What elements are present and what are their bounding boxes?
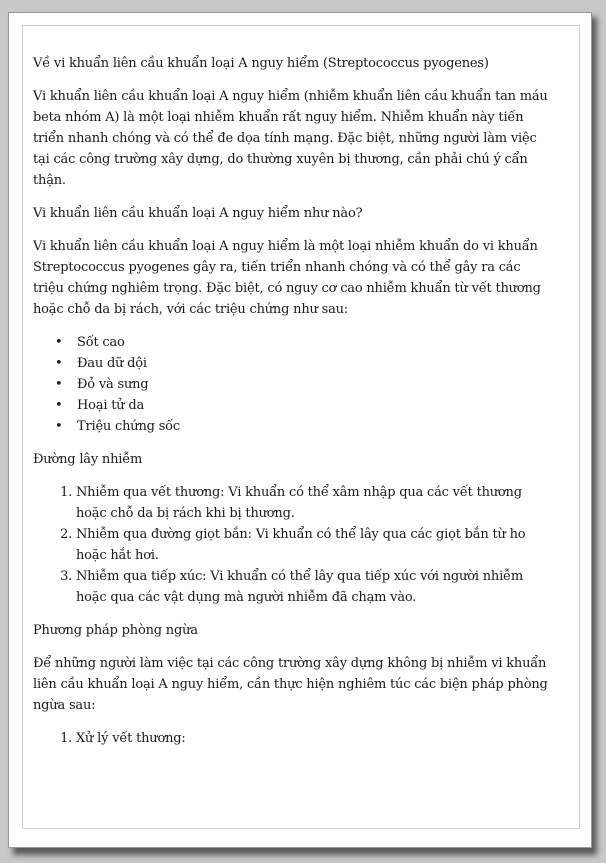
description-paragraph: Vi khuẩn liên cầu khuẩn loại A nguy hiểm là một loại nhiễm khuẩn do vi khuẩn Streptococcus pyogenes gây ra, tiến triển nhanh chóng và có thể gây ra các triệu chứng nghiêm trọng. Đặc biệt, có nguy cơ cao nhiễm khuẩn từ vết thương hoặc chỗ da bị rách, với các triệu chứng như sau: [33, 239, 541, 317]
prevention-intro-paragraph: Để những người làm việc tại các công trường xây dựng không bị nhiễm vi khuẩn liên cầu khuẩn loại A nguy hiểm, cần thực hiện nghiêm túc các biện pháp phòng ngừa sau: [33, 656, 548, 713]
list-item: 1. Xử lý vết thương: [76, 728, 553, 749]
list-item: 2. Nhiễm qua đường giọt bắn: Vi khuẩn có thể lây qua các giọt bắn từ ho hoặc hắt hơi. [76, 524, 553, 566]
list-item: • Đỏ và sưng [77, 374, 553, 395]
symptom-list [33, 332, 553, 437]
list-item: • Hoại tử da [77, 395, 553, 416]
section-heading-prevention: Phương pháp phòng ngừa [33, 623, 198, 638]
list-item: 1. Nhiễm qua vết thương: Vi khuẩn có thể xâm nhập qua các vết thương hoặc chỗ da bị rách khi bị thương. [76, 482, 553, 524]
intro-paragraph: Vi khuẩn liên cầu khuẩn loại A nguy hiểm (nhiễm khuẩn liên cầu khuẩn tan máu beta nhóm A) là một loại nhiễm khuẩn rất nguy hiểm. Nhiễm khuẩn này tiến triển nhanh chóng và có thể đe dọa tính mạng. Đặc biệt, những người làm việc tại các công trường xây dựng, do thường xuyên bị thương, cần phải chú ý cẩn thận. [33, 89, 548, 188]
list-item: • Đau dữ dội [77, 353, 553, 374]
document-content [33, 53, 553, 761]
section-heading-about: Về vi khuẩn liên cầu khuẩn loại A nguy hiểm (Streptococcus pyogenes) [33, 56, 489, 71]
list-item: 3. Nhiễm qua tiếp xúc: Vi khuẩn có thể lây qua tiếp xúc với người nhiễm hoặc qua các vật dụng mà người nhiễm đã chạm vào. [76, 566, 553, 608]
list-item: • Triệu chứng sốc [77, 416, 553, 437]
document-page [8, 12, 592, 848]
section-heading-what-is: Vi khuẩn liên cầu khuẩn loại A nguy hiểm như nào? [33, 206, 363, 221]
transmission-list [33, 482, 553, 608]
section-heading-transmission: Đường lây nhiễm [33, 452, 143, 467]
prevention-list [33, 728, 553, 749]
list-item: • Sốt cao [77, 332, 553, 353]
